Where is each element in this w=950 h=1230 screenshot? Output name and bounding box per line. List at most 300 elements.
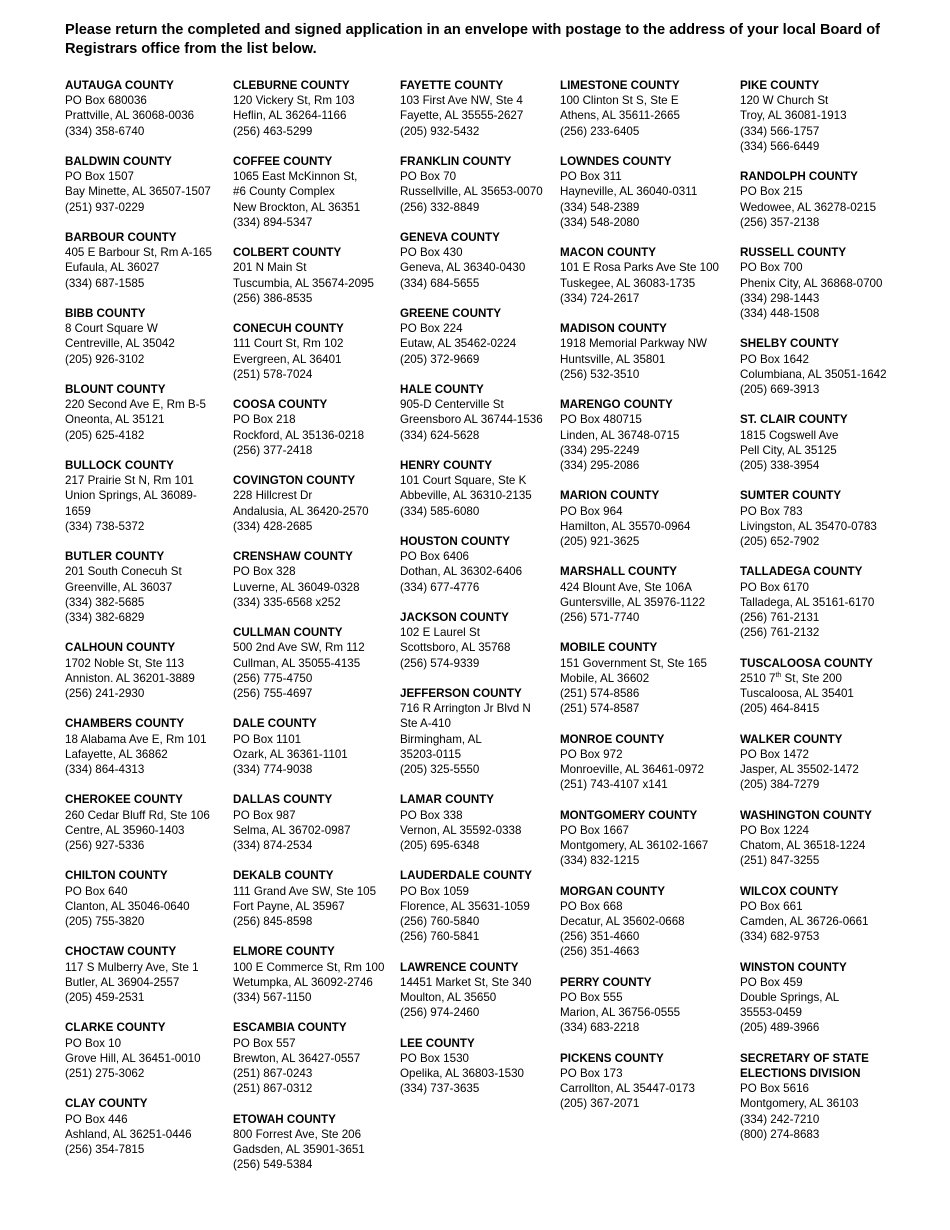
county-name: CONECUH COUNTY [233,322,344,336]
county-name: CHILTON COUNTY [65,869,168,883]
phone-number: (256) 927-5336 [65,839,145,853]
county-name: MARSHALL COUNTY [560,565,678,579]
county-name: LAWRENCE COUNTY [400,960,519,974]
phone-number: (205) 625-4182 [65,428,145,442]
phone-number: (256) 532-3510 [560,367,640,381]
county-name: HALE COUNTY [400,383,484,396]
address-line: Centre, AL 35960-1403 [65,823,185,837]
county-name: DEKALB COUNTY [233,869,334,883]
county-name: ST. CLAIR COUNTY [740,413,848,427]
county-column-2 [233,78,393,1188]
address-line: PO Box 640 [65,884,128,898]
phone-number: (256) 332-8849 [400,200,480,214]
address-line: PO Box 1059 [400,884,469,898]
county-entry [560,1051,735,1112]
address-line: 102 E Laurel St [400,626,480,640]
address-line: PO Box 1224 [740,823,809,837]
county-entry [740,564,910,640]
address-line: PO Box 446 [65,1112,128,1126]
address-line: 220 Second Ave E, Rm B-5 [65,398,206,412]
phone-number: (334) 566-1757 [740,124,820,138]
address-line: 1702 Noble St, Ste 113 [65,656,185,670]
county-name: BARBOUR COUNTY [65,231,177,244]
county-name: BIBB COUNTY [65,307,146,320]
county-entry [740,488,910,549]
address-line: Greenville, AL 36037 [65,580,173,594]
address-line: Eufaula, AL 36027 [65,261,160,275]
address-line: Birmingham, AL [400,732,482,746]
county-name: COOSA COUNTY [233,398,328,412]
address-line: 120 W Church St [740,94,829,108]
county-entry [560,488,735,549]
county-name: PIKE COUNTY [740,79,820,92]
street-name: St, Ste 200 [781,671,842,685]
address-line: PO Box 173 [560,1067,623,1081]
address-line: 111 Court St, Rm 102 [233,337,344,351]
county-entry [233,321,393,382]
address-line: 100 E Commerce St, Rm 100 [233,960,385,974]
address-line: Grove Hill, AL 36451-0010 [65,1051,201,1065]
address-line: PO Box 680036 [65,94,147,108]
county-entry [400,868,555,944]
address-line: PO Box 430 [400,246,463,260]
county-entry [400,306,555,367]
county-entry [65,716,225,777]
phone-number: (205) 325-5550 [400,763,480,777]
address-line: Livingston, AL 35470-0783 [740,519,877,533]
county-name: ETOWAH COUNTY [233,1112,336,1126]
address-line: PO Box 668 [560,899,623,913]
county-entry [740,78,910,154]
phone-number: (205) 695-6348 [400,839,480,853]
address-line: 35553-0459 [740,1006,802,1020]
address-line: Double Springs, AL [740,991,840,1005]
address-line: Luverne, AL 36049-0328 [233,580,360,594]
address-line: Centreville, AL 35042 [65,337,175,351]
address-line: Dothan, AL 36302-6406 [400,565,523,579]
address-line: Hayneville, AL 36040-0311 [560,185,698,199]
county-entry [560,397,735,473]
county-entry [233,549,393,610]
phone-number: (334) 295-2086 [560,459,640,473]
county-entry [560,78,735,139]
phone-number: (256) 549-5384 [233,1158,313,1172]
county-entry [400,534,555,595]
county-entry [560,154,735,230]
address-line: Columbiana, AL 35051-1642 [740,367,887,381]
ordinal-suffix: th [775,671,782,679]
address-line: PO Box 215 [740,185,803,199]
phone-number: (334) 242-7210 [740,1112,820,1126]
address-line: 103 First Ave NW, Ste 4 [400,94,523,108]
address-line: PO Box 661 [740,899,803,913]
address-line: PO Box 1507 [65,170,134,184]
address-line: 151 Government St, Ste 165 [560,656,707,670]
county-entry [740,336,910,397]
address-line: Carrollton, AL 35447-0173 [560,1082,695,1096]
phone-number: (205) 755-3820 [65,915,145,929]
county-name: WASHINGTON COUNTY [740,808,872,822]
address-line: PO Box 338 [400,808,463,822]
address-line: PO Box 6406 [400,550,469,564]
address-line: Linden, AL 36748-0715 [560,428,680,442]
address-line: 800 Forrest Ave, Ste 206 [233,1127,362,1141]
county-name: AUTAUGA COUNTY [65,79,174,92]
county-name: CHOCTAW COUNTY [65,945,177,959]
county-column-3 [400,78,555,1112]
address-line: Ste A-410 [400,717,451,731]
address-line: #6 County Complex [233,185,335,199]
street-address [740,671,910,686]
county-entry [233,625,393,701]
county-entry [740,412,910,473]
county-name: FRANKLIN COUNTY [400,155,512,168]
address-line: Evergreen, AL 36401 [233,352,342,366]
address-line: PO Box 1101 [233,732,302,746]
address-line: 201 South Conecuh St [65,565,182,579]
street-number: 2510 7 [740,671,776,685]
county-name: MOBILE COUNTY [560,641,658,655]
phone-number: (251) 275-3062 [65,1067,145,1081]
address-line: PO Box 459 [740,975,803,989]
county-entry [400,154,555,215]
address-line: Anniston. AL 36201-3889 [65,671,195,685]
county-name: COVINGTON COUNTY [233,474,356,488]
county-entry [65,230,225,291]
address-line: Ozark, AL 36361-1101 [233,747,348,761]
address-line: Fort Payne, AL 35967 [233,899,345,913]
address-line: Tuscaloosa, AL 35401 [740,687,854,701]
county-entry [65,1020,225,1081]
address-line: PO Box 1530 [400,1051,469,1065]
address-line: Scottsboro, AL 35768 [400,641,511,655]
address-line: 228 Hillcrest Dr [233,489,313,503]
county-name: JEFFERSON COUNTY [400,687,522,700]
phone-number: (256) 760-5840 [400,915,480,929]
phone-number: (251) 937-0229 [65,200,145,214]
address-line: PO Box 972 [560,747,623,761]
county-column-4 [560,78,735,1127]
address-line: PO Box 964 [560,504,623,518]
county-name: HOUSTON COUNTY [400,535,510,548]
address-line: 1659 [65,504,91,518]
address-line: Butler, AL 36904-2557 [65,975,180,989]
address-line: 260 Cedar Bluff Rd, Ste 106 [65,808,210,822]
address-line: New Brockton, AL 36351 [233,200,361,214]
county-name: RANDOLPH COUNTY [740,170,858,184]
phone-number: (205) 926-3102 [65,352,145,366]
address-line: 117 S Mulberry Ave, Ste 1 [65,960,199,974]
county-column-5 [740,78,910,1157]
county-name: CULLMAN COUNTY [233,626,343,640]
address-line: PO Box 557 [233,1036,296,1050]
county-name: PICKENS COUNTY [560,1051,664,1065]
address-line: PO Box 218 [233,413,296,427]
county-name: HENRY COUNTY [400,459,493,472]
phone-number: (256) 386-8535 [233,291,313,305]
phone-number: (256) 845-8598 [233,915,313,929]
address-line: PO Box 480715 [560,413,642,427]
address-line: Guntersville, AL 35976-1122 [560,595,706,609]
county-name: FAYETTE COUNTY [400,79,504,92]
phone-number: (334) 358-6740 [65,124,145,138]
phone-number: (256) 354-7815 [65,1143,145,1157]
phone-number: (256) 351-4663 [560,945,640,959]
county-entry [400,78,555,139]
address-line: Phenix City, AL 36868-0700 [740,276,883,290]
county-name: WALKER COUNTY [740,732,843,746]
county-entry [233,716,393,777]
county-entry [560,640,735,716]
county-name: WINSTON COUNTY [740,960,847,974]
phone-number: (334) 874-2534 [233,839,313,853]
county-name: TUSCALOOSA COUNTY [740,656,873,670]
phone-number: (256) 233-6405 [560,124,640,138]
county-name: DALLAS COUNTY [233,793,333,807]
address-line: Hamilton, AL 35570-0964 [560,519,691,533]
address-line: Selma, AL 36702-0987 [233,823,351,837]
address-line: Florence, AL 35631-1059 [400,899,530,913]
county-entry [560,245,735,306]
county-entry [560,808,735,869]
phone-number: (205) 338-3954 [740,459,820,473]
county-name: JACKSON COUNTY [400,611,509,624]
phone-number: (251) 743-4107 x141 [560,778,668,792]
county-entry [560,884,735,960]
county-entry [740,884,910,945]
phone-number: (256) 755-4697 [233,687,313,701]
address-line: PO Box 10 [65,1036,122,1050]
county-name: MACON COUNTY [560,246,656,260]
address-line: PO Box 1642 [740,352,809,366]
address-line: PO Box 70 [400,170,457,184]
phone-number: (205) 932-5432 [400,124,480,138]
address-line: Eutaw, AL 35462-0224 [400,337,517,351]
address-line: Abbeville, AL 36310-2135 [400,489,532,503]
address-line: Tuscumbia, AL 35674-2095 [233,276,374,290]
address-line: PO Box 328 [233,565,296,579]
county-entry [560,975,735,1036]
address-line: Andalusia, AL 36420-2570 [233,504,369,518]
phone-number: (256) 571-7740 [560,611,640,625]
address-line: Geneva, AL 36340-0430 [400,261,526,275]
county-entry [65,78,225,139]
address-line: Heflin, AL 36264-1166 [233,109,347,123]
county-entry [740,169,910,230]
county-name: ESCAMBIA COUNTY [233,1021,347,1035]
address-line: 424 Blount Ave, Ste 106A [560,580,692,594]
county-entry [233,792,393,853]
instructions-heading: Please return the completed and signed application in an envelope with postage to the address of your local Board of Registrars office from the list below. [65,22,880,57]
county-name: CRENSHAW COUNTY [233,550,353,564]
address-line: Ashland, AL 36251-0446 [65,1127,192,1141]
address-line: PO Box 224 [400,322,463,336]
address-line: 217 Prairie St N, Rm 101 [65,474,194,488]
address-line: 201 N Main St [233,261,307,275]
phone-number: (256) 775-4750 [233,671,313,685]
county-name: LAMAR COUNTY [400,793,495,807]
county-name: CLEBURNE COUNTY [233,79,350,92]
address-line: Athens, AL 35611-2665 [560,109,680,123]
address-line: Russellville, AL 35653-0070 [400,185,543,199]
address-line: 8 Court Square W [65,322,158,336]
phone-number: (205) 669-3913 [740,383,820,397]
county-entry [400,1036,555,1097]
phone-number: (251) 867-0312 [233,1082,313,1096]
phone-number: (251) 578-7024 [233,367,313,381]
phone-number: (251) 574-8586 [560,687,640,701]
phone-number: (334) 864-4313 [65,763,145,777]
phone-number: (334) 548-2080 [560,215,640,229]
county-entry [400,960,555,1021]
county-name: LEE COUNTY [400,1036,475,1050]
phone-number: (256) 974-2460 [400,1006,480,1020]
address-line: Rockford, AL 35136-0218 [233,428,365,442]
address-line: Decatur, AL 35602-0668 [560,915,685,929]
phone-number: (251) 574-8587 [560,702,640,716]
county-name: SHELBY COUNTY [740,337,839,351]
county-name: BALDWIN COUNTY [65,155,172,168]
county-name: LAUDERDALE COUNTY [400,869,533,883]
phone-number: (256) 463-5299 [233,124,313,138]
address-line: 101 Court Square, Ste K [400,474,527,488]
county-entry [233,1112,393,1173]
county-name: SECRETARY OF STATE [740,1051,869,1065]
address-line: Mobile, AL 36602 [560,671,650,685]
address-line: Clanton, AL 35046-0640 [65,899,190,913]
phone-number: (251) 847-3255 [740,854,820,868]
county-entry [65,868,225,929]
address-line: Vernon, AL 35592-0338 [400,823,522,837]
address-line: PO Box 311 [560,170,622,184]
address-line: PO Box 1472 [740,747,809,761]
county-entry [400,610,555,671]
phone-number: (334) 682-9753 [740,930,820,944]
address-line: 1065 East McKinnon St, [233,170,358,184]
county-entry [560,321,735,382]
address-line: 100 Clinton St S, Ste E [560,94,679,108]
phone-number: (334) 428-2685 [233,519,313,533]
phone-number: (205) 459-2531 [65,991,145,1005]
address-line: 716 R Arrington Jr Blvd N [400,702,531,716]
county-entry [400,458,555,519]
county-entry [65,549,225,625]
address-line: Oneonta, AL 35121 [65,413,165,427]
address-line: PO Box 783 [740,504,803,518]
county-entry [233,944,393,1005]
address-line: Camden, AL 36726-0661 [740,915,869,929]
county-name: MADISON COUNTY [560,322,667,336]
phone-number: (334) 724-2617 [560,291,640,305]
county-entry [233,78,393,139]
county-entry [233,868,393,929]
phone-number: (334) 382-5685 [65,595,145,609]
address-line: 18 Alabama Ave E, Rm 101 [65,732,207,746]
phone-number: (251) 867-0243 [233,1067,313,1081]
address-line: 35203-0115 [400,747,462,761]
county-entry [400,230,555,291]
address-line: Tuskegee, AL 36083-1735 [560,276,696,290]
phone-number: (256) 574-9339 [400,656,480,670]
phone-number: (205) 464-8415 [740,702,820,716]
address-line: Chatom, AL 36518-1224 [740,839,866,853]
address-line: 405 E Barbour St, Rm A-165 [65,246,212,260]
county-name: CHEROKEE COUNTY [65,793,183,807]
county-entry [400,792,555,853]
phone-number: (334) 774-9038 [233,763,313,777]
address-line: Moulton, AL 35650 [400,991,497,1005]
county-name: LOWNDES COUNTY [560,155,672,168]
address-line: Troy, AL 36081-1913 [740,109,847,123]
phone-number: (334) 737-3635 [400,1082,480,1096]
county-entry [65,154,225,215]
address-line: PO Box 700 [740,261,803,275]
county-entry [233,1020,393,1096]
county-entry [400,382,555,443]
phone-number: (256) 351-4660 [560,930,640,944]
county-column-1 [65,78,225,1172]
county-entry [740,1051,910,1142]
county-entry [233,154,393,230]
phone-number: (256) 761-2131 [740,611,820,625]
phone-number: (334) 894-5347 [233,215,313,229]
county-name: COFFEE COUNTY [233,155,333,168]
address-line: Wedowee, AL 36278-0215 [740,200,877,214]
address-line: Union Springs, AL 36089- [65,489,197,503]
phone-number: (334) 335-6568 x252 [233,595,341,609]
county-name: SUMTER COUNTY [740,489,842,503]
county-entry [740,732,910,793]
phone-number: (334) 548-2389 [560,200,640,214]
county-name: CLARKE COUNTY [65,1021,166,1035]
county-name: CHAMBERS COUNTY [65,717,185,731]
address-line: 500 2nd Ave SW, Rm 112 [233,641,365,655]
address-line: PO Box 5616 [740,1082,809,1096]
address-line: Fayette, AL 35555-2627 [400,109,524,123]
address-line: 1815 Cogswell Ave [740,428,839,442]
county-name: TALLADEGA COUNTY [740,565,863,579]
county-name: ELMORE COUNTY [233,945,335,959]
phone-number: (334) 382-6829 [65,611,145,625]
county-entry [740,245,910,321]
county-name: LIMESTONE COUNTY [560,79,680,92]
phone-number: (334) 585-6080 [400,504,480,518]
address-line: Wetumpka, AL 36092-2746 [233,975,373,989]
county-entry [233,245,393,306]
county-entry [560,732,735,793]
county-name-line-2: ELECTIONS DIVISION [740,1067,861,1081]
address-line: Monroeville, AL 36461-0972 [560,763,704,777]
county-entry [65,1096,225,1157]
phone-number: (256) 377-2418 [233,443,313,457]
address-line: 120 Vickery St, Rm 103 [233,94,355,108]
phone-number: (334) 624-5628 [400,428,480,442]
phone-number: (205) 367-2071 [560,1097,640,1111]
county-name: MORGAN COUNTY [560,884,665,898]
county-name: MARENGO COUNTY [560,398,673,412]
address-line: Huntsville, AL 35801 [560,352,666,366]
address-line: Prattville, AL 36068-0036 [65,109,195,123]
county-entry [233,473,393,534]
county-entry [65,792,225,853]
address-line: 14451 Market St, Ste 340 [400,975,532,989]
address-line: Bay Minette, AL 36507-1507 [65,185,211,199]
county-entry [65,306,225,367]
phone-number: (334) 677-4776 [400,580,480,594]
county-entry [65,382,225,443]
address-line: PO Box 555 [560,991,623,1005]
county-name: CALHOUN COUNTY [65,641,176,655]
